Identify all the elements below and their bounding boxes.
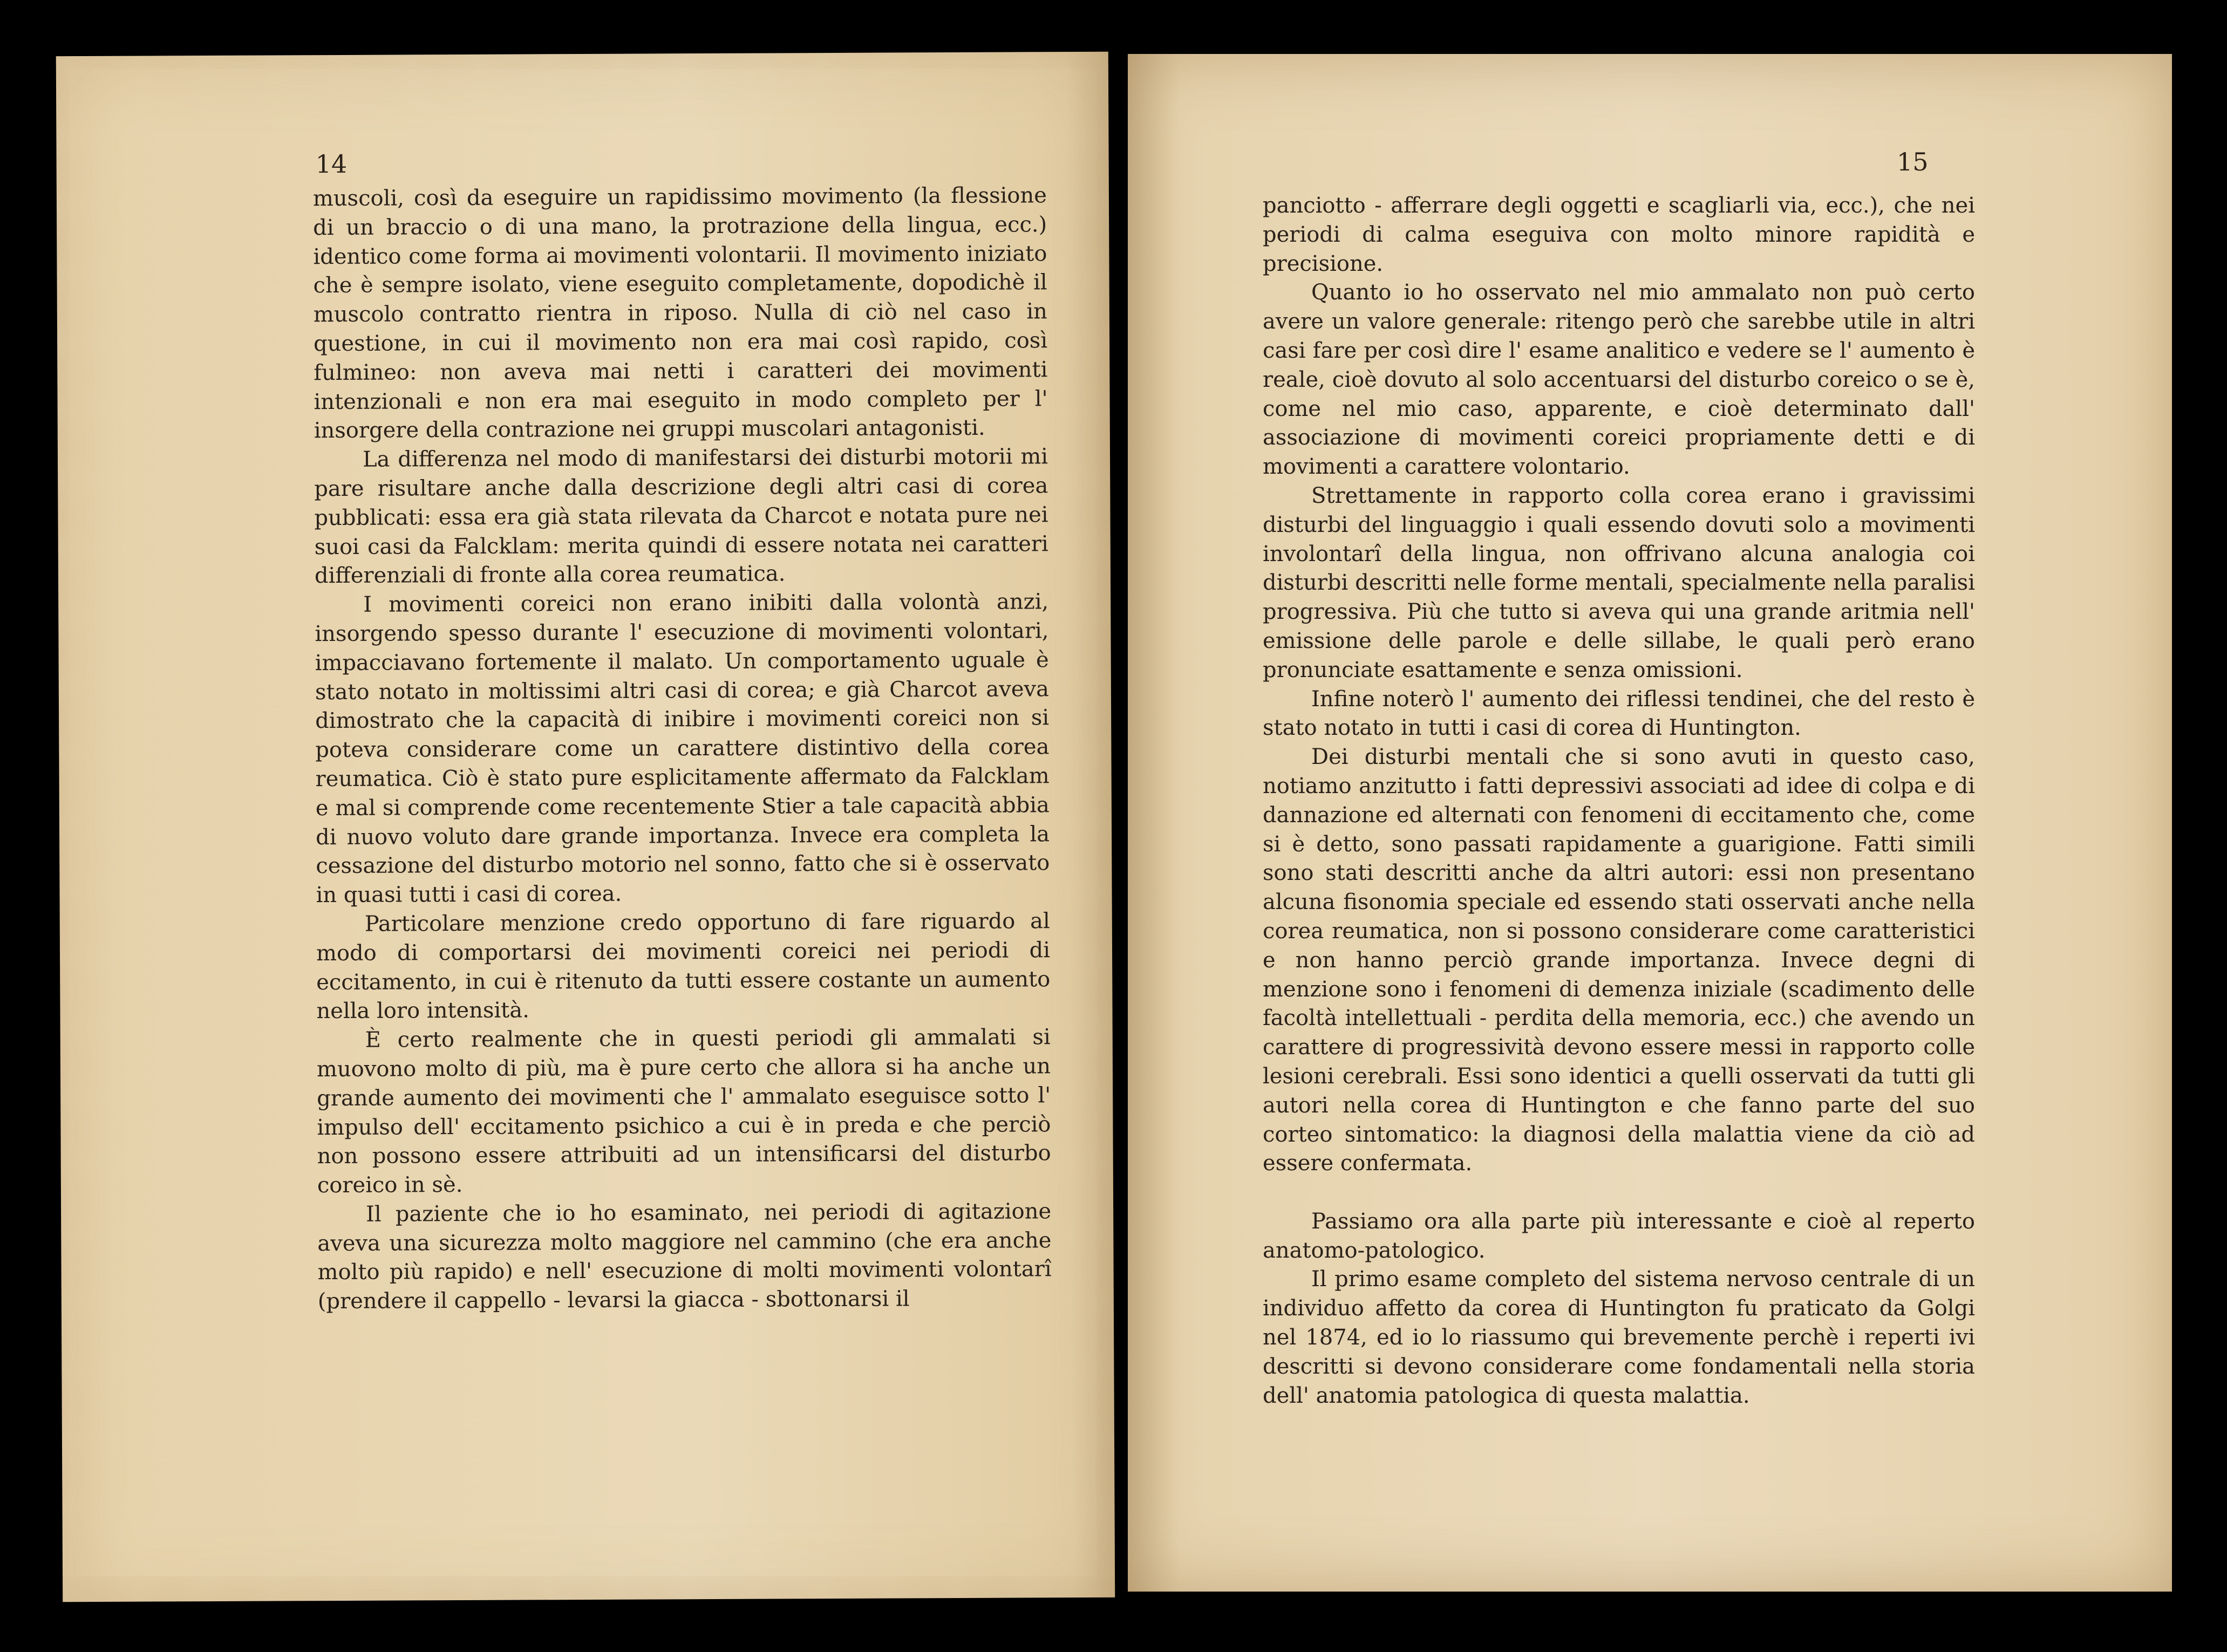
page-text (313, 181, 1052, 1316)
paragraph: I movimenti coreici non erano inibiti dalla volontà anzi, insorgendo spesso durante l' esecuzione di movimenti volontari, impacciavano fortemente il malato. Un comportamento uguale è stato notato in moltissimi altri casi di corea; e già Charcot aveva dimostrato che la capacità di inibire i movimenti coreici non si poteva considerare come un carattere distintivo della corea reumatica. Ciò è stato pure esplicitamente affermato da Falcklam e mal si comprende come recentemente Stier a tale capacità abbia di nuovo voluto dare grande importanza. Invece era completa la cessazione del disturbo motorio nel sonno, fatto che si è osservato in quasi tutti i casi di corea. (315, 589, 1050, 908)
left-page (56, 52, 1115, 1602)
page-number: 14 (315, 149, 348, 179)
paragraph: Passiamo ora alla parte più interessante e cioè al reperto anatomo-patologico. (1263, 1209, 1975, 1263)
right-page (1128, 54, 2172, 1592)
paragraph: Il paziente che io ho esaminato, nei periodi di agitazione aveva una sicurezza molto maggiore nel cammino (che era anche molto più rapido) e nell' esecuzione di molti movimenti volontarî (prendere il cappello - levarsi la giacca - sbottonarsi il (317, 1199, 1052, 1314)
paragraph: muscoli, così da eseguire un rapidissimo movimento (la flessione di un braccio o di una mano, la protrazione della lingua, ecc.) identico come forma ai movimenti volontarii. Il movimento iniziato che è sempre isolato, viene eseguito completamente, dopodichè il muscolo contratto rientra in riposo. Nulla di ciò nel caso in questione, in cui il movimento non era mai così rapido, così fulmineo: non aveva mai netti i caratteri dei movimenti intenzionali e non era mai eseguito in modo completo per l' insorgere della contrazione nei gruppi muscolari antagonisti. (312, 183, 1048, 443)
paragraph: La differenza nel modo di manifestarsi dei disturbi motorii mi pare risultare anche dalla descrizione degli altri casi di corea pubblicati: essa era già stata rilevata da Charcot e notata pure nei suoi casi da Falcklam: merita quindi di essere notata nei caratteri differenziali di fronte alla corea reumatica. (314, 444, 1048, 589)
paragraph: Dei disturbi mentali che si sono avuti in questo caso, notiamo anzitutto i fatti depressivi associati ad idee di colpa e di dannazione ed alternati con fenomeni di eccitamento che, come si è detto, sono passati rapidamente a guarigione. Fatti simili sono stati descritti anche da altri autori: essi non presentano alcuna fisonomia speciale ed essendo stati osservati anche nella corea reumatica, non si possono considerare come caratteristici e non hanno perciò grande importanza. Invece degni di menzione sono i fenomeni di demenza iniziale (scadimento delle facoltà intellettuali - perdita della memoria, ecc.) che avendo un carattere di progressività devono essere messi in rapporto colle lesioni cerebrali. Essi sono identici a quelli osservati da tutti gli autori nella corea di Huntington e che fanno parte del suo corteo sintomatico: la diagnosi della malattia viene da ciò ad essere confermata. (1263, 745, 1975, 1176)
paragraph: Infine noterò l' aumento dei riflessi tendinei, che del resto è stato notato in tutti i casi di corea di Huntington. (1263, 686, 1975, 741)
paragraph: Quanto io ho osservato nel mio ammalato non può certo avere un valore generale: ritengo però che sarebbe utile in altri casi fare per così dire l' esame analitico e vedere se l' aumento è reale, cioè dovuto al solo accentuarsi del disturbo coreico o se è, come nel mio caso, apparente, e cioè determinato dall' associazione di movimenti coreici propriamente detti e di movimenti a carattere volontario. (1263, 280, 1975, 480)
paragraph: Il primo esame completo del sistema nervoso centrale di un individuo affetto da corea di Huntington fu praticato da Golgi nel 1874, ed io lo riassumo qui brevemente perchè i reperti ivi descritti si devono considerare come fondamentali nella storia dell' anatomia patologica di questa malattia. (1263, 1267, 1975, 1408)
page-number: 15 (1897, 147, 1929, 176)
page-text (1263, 192, 1975, 1410)
paragraph: Strettamente in rapporto colla corea erano i gravissimi disturbi del linguaggio i quali essendo dovuti solo a movimenti involontarî della lingua, non offrivano alcuna analogia coi disturbi descritti nelle forme mentali, specialmente nella paralisi progressiva. Più che tutto si aveva qui una grande aritmia nell' emissione delle parole e delle sillabe, le quali però erano pronunciate esattamente e senza omissioni. (1263, 483, 1975, 682)
paragraph: panciotto - afferrare degli oggetti e scagliarli via, ecc.), che nei periodi di calma eseguiva con molto minore rapidità e precisione. (1263, 193, 1975, 276)
paragraph: È certo realmente che in questi periodi gli ammalati si muovono molto di più, ma è pure certo che allora si ha anche un grande aumento dei movimenti che l' ammalato eseguisce sotto l' impulso dell' eccitamento psichico a cui è in preda e che perciò non possono essere attribuiti ad un intensificarsi del disturbo coreico in sè. (316, 1025, 1051, 1198)
paragraph: Particolare menzione credo opportuno di fare riguardo al modo di comportarsi dei movimenti coreici nei periodi di eccitamento, in cui è ritenuto da tutti essere costante un aumento nella loro intensità. (316, 909, 1051, 1024)
